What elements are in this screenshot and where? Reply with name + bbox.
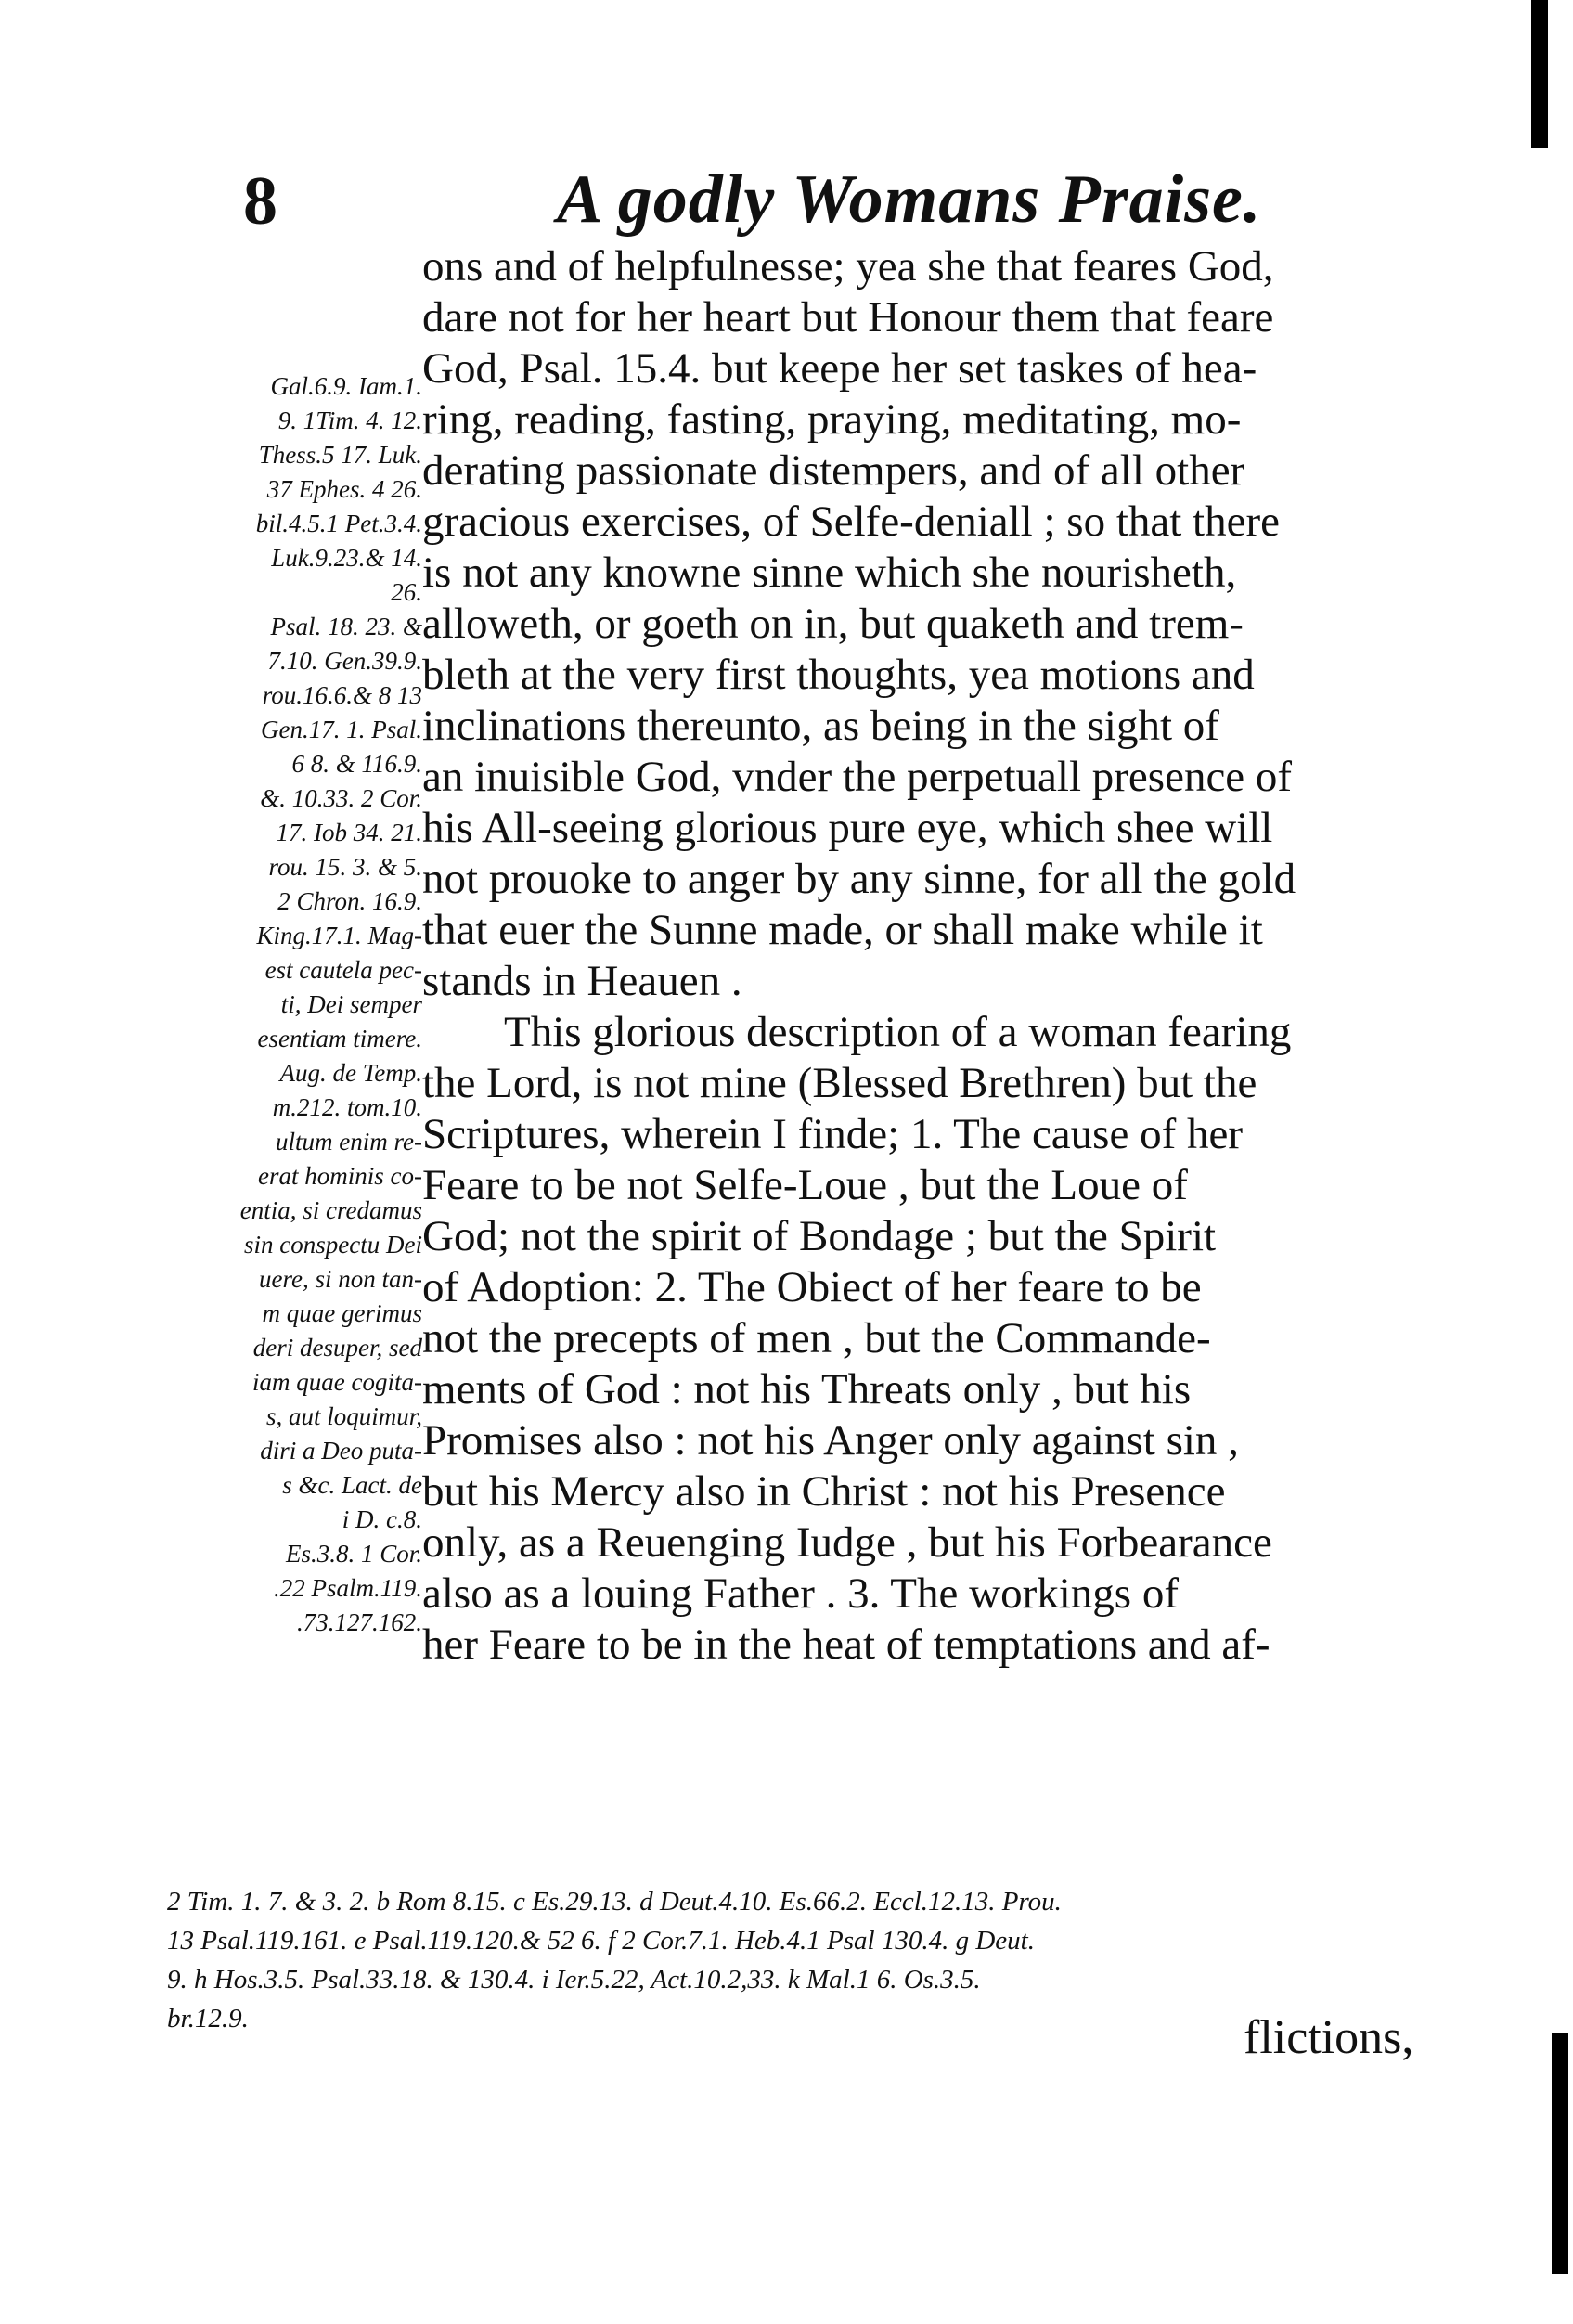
- page-number: 8: [243, 163, 277, 239]
- main-text: [422, 241, 1434, 1671]
- margin-note-line: rou. 15. 3. & 5.: [268, 853, 422, 881]
- text-line: This glorious description of a woman fearing: [504, 1008, 1292, 1056]
- scan-edge-shadow: [1552, 2033, 1568, 2274]
- text-line: stands in Heauen .: [422, 957, 742, 1005]
- margin-note-line: 17. Iob 34. 21.: [276, 819, 422, 846]
- text-line: ring, reading, fasting, praying, meditating, mo-: [422, 395, 1242, 444]
- catchword: flictions,: [1244, 2011, 1414, 2064]
- text-line: but his Mercy also in Christ : not his Presence: [422, 1467, 1226, 1516]
- margin-note-line: Thess.5 17. Luk.: [258, 441, 422, 469]
- text-line: that euer the Sunne made, or shall make while it: [422, 906, 1263, 954]
- text-line: Scriptures, wherein I finde; 1. The cause of her: [422, 1110, 1243, 1158]
- text-line: gracious exercises, of Selfe-deniall ; so that there: [422, 497, 1280, 546]
- margin-note-line: &. 10.33. 2 Cor.: [260, 784, 422, 812]
- margin-note-line: 6 8. & 116.9.: [291, 750, 422, 778]
- margin-note-line: Aug. de Temp.: [279, 1059, 422, 1087]
- margin-note-line: Luk.9.23.& 14.: [271, 544, 422, 572]
- margin-note-line: entia, si credamus: [239, 1196, 422, 1224]
- margin-note-line: iam quae cogita-: [252, 1368, 422, 1396]
- text-line: ons and of helpfulnesse; yea she that feares God,: [422, 242, 1274, 290]
- margin-note-line: est cautela pec-: [264, 956, 422, 984]
- margin-note-line: 7.10. Gen.39.9.: [267, 647, 422, 675]
- margin-note-line: m quae gerimus: [262, 1299, 422, 1327]
- margin-note-line: m.212. tom.10.: [272, 1093, 422, 1121]
- margin-note-line: 2 Chron. 16.9.: [277, 887, 422, 915]
- text-line: his All-seeing glorious pure eye, which shee will: [422, 804, 1273, 852]
- margin-note-line: s &c. Lact. de: [282, 1471, 422, 1499]
- text-line: inclinations thereunto, as being in the sight of: [422, 702, 1219, 750]
- margin-note-line: rou.16.6.& 8 13: [262, 681, 422, 709]
- text-line: also as a louing Father . 3. The workings of: [422, 1569, 1179, 1618]
- margin-note-line: Psal. 18. 23. &: [270, 613, 422, 640]
- margin-note-line: 26.: [391, 578, 422, 606]
- margin-note-line: Gen.17. 1. Psal.: [261, 716, 422, 743]
- footnote-line: br.12.9.: [167, 2004, 249, 2034]
- text-line: of Adoption: 2. The Obiect of her feare to be: [422, 1263, 1202, 1311]
- margin-note-line: esentiam timere.: [257, 1025, 422, 1052]
- text-line: bleth at the very first thoughts, yea motions and: [422, 651, 1255, 699]
- text-line: God; not the spirit of Bondage ; but the Spirit: [422, 1212, 1217, 1260]
- text-line: not prouoke to anger by any sinne, for all the gold: [422, 855, 1296, 903]
- text-line: Feare to be not Selfe-Loue , but the Loue of: [422, 1161, 1188, 1209]
- text-line: only, as a Reuenging Iudge , but his Forbearance: [422, 1518, 1272, 1567]
- margin-note-line: King.17.1. Mag-: [256, 922, 422, 949]
- text-line: Promises also : not his Anger only against sin ,: [422, 1416, 1239, 1465]
- text-line: dare not for her heart but Honour them that feare: [422, 293, 1274, 342]
- text-line: an inuisible God, vnder the perpetuall presence of: [422, 753, 1293, 801]
- text-line: is not any knowne sinne which she nourisheth,: [422, 549, 1237, 597]
- footnote-line: 13 Psal.119.161. e Psal.119.120.& 52 6. f 2 Cor.7.1. Heb.4.1 Psal 130.4. g Deut.: [167, 1926, 1035, 1956]
- text-line: alloweth, or goeth on in, but quaketh and trem-: [422, 600, 1244, 648]
- margin-note-line: Gal.6.9. Iam.1.: [270, 372, 422, 400]
- text-line: the Lord, is not mine (Blessed Brethren) but the: [422, 1059, 1257, 1107]
- margin-note-line: s, aut loquimur,: [265, 1402, 422, 1430]
- scan-edge-shadow: [1531, 0, 1548, 148]
- text-line: ments of God : not his Threats only , but his: [422, 1365, 1192, 1414]
- margin-note-line: ultum enim re-: [276, 1128, 422, 1156]
- text-line: her Feare to be in the heat of temptations and af-: [422, 1620, 1270, 1669]
- margin-note-line: deri desuper, sed: [252, 1334, 422, 1362]
- margin-note-line: .73.127.162.: [297, 1608, 422, 1636]
- margin-note-line: erat hominis co-: [258, 1162, 422, 1190]
- margin-notes: [167, 369, 422, 1640]
- text-line: God, Psal. 15.4. but keepe her set taskes of hea-: [422, 344, 1257, 393]
- margin-note-line: 9. 1Tim. 4. 12.: [277, 407, 422, 434]
- margin-note-line: Es.3.8. 1 Cor.: [285, 1540, 422, 1568]
- margin-note-line: i D. c.8.: [342, 1505, 422, 1533]
- margin-note-line: sin conspectu Dei: [244, 1231, 422, 1259]
- text-line: not the precepts of men , but the Commande-: [422, 1314, 1211, 1362]
- footnote-line: 2 Tim. 1. 7. & 3. 2. b Rom 8.15. c Es.29.13. d Deut.4.10. Es.66.2. Eccl.12.13. Prou.: [167, 1887, 1062, 1917]
- margin-note-line: 37 Ephes. 4 26.: [266, 475, 422, 503]
- margin-note-line: .22 Psalm.119.: [274, 1574, 422, 1602]
- text-line: derating passionate distempers, and of all other: [422, 446, 1245, 495]
- margin-note-line: ti, Dei semper: [280, 990, 422, 1018]
- margin-note-line: uere, si non tan-: [259, 1265, 422, 1293]
- footnote-line: 9. h Hos.3.5. Psal.33.18. & 130.4. i Ier.5.22, Act.10.2,33. k Mal.1 6. Os.3.5.: [167, 1965, 981, 1995]
- running-head: A godly Womans Praise.: [557, 161, 1262, 238]
- margin-note-line: bil.4.5.1 Pet.3.4.: [255, 510, 422, 537]
- margin-note-line: diri a Deo puta-: [260, 1437, 422, 1465]
